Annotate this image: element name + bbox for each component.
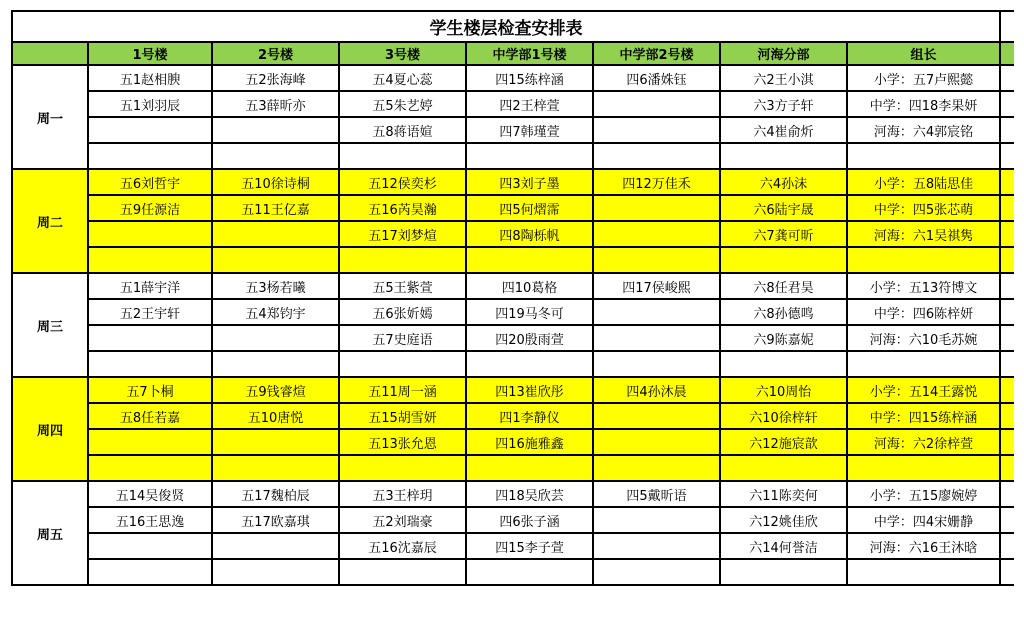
edge-cell[interactable] — [1000, 429, 1014, 455]
edge-cell[interactable] — [1000, 559, 1014, 585]
table-cell[interactable]: 五9任源洁 — [88, 195, 212, 221]
edge-cell[interactable] — [1000, 169, 1014, 195]
table-row — [12, 117, 1014, 143]
table-cell[interactable]: 五1刘羽辰 — [88, 91, 212, 117]
table-cell[interactable]: 四17侯峻熙 — [593, 273, 720, 299]
table-cell[interactable] — [88, 351, 212, 377]
table-cell[interactable]: 五16芮昊瀚 — [339, 195, 466, 221]
table-cell[interactable] — [88, 429, 212, 455]
table-cell[interactable] — [847, 351, 1000, 377]
table-cell[interactable] — [212, 559, 339, 585]
table-cell[interactable]: 四19马冬可 — [466, 299, 593, 325]
table-row — [12, 169, 1014, 195]
schedule-table — [11, 10, 1014, 586]
table-cell[interactable]: 五3王梓玥 — [339, 481, 466, 507]
table-cell[interactable] — [593, 143, 720, 169]
edge-cell[interactable] — [1000, 195, 1014, 221]
table-cell[interactable] — [212, 325, 339, 351]
table-cell[interactable]: 小学：五13符博文 — [847, 273, 1000, 299]
table-cell[interactable]: 五8蒋语媗 — [339, 117, 466, 143]
table-cell[interactable]: 五6张妡嫣 — [339, 299, 466, 325]
table-row — [12, 351, 1014, 377]
header-cell[interactable]: 组长 — [847, 42, 1000, 65]
table-cell[interactable] — [466, 143, 593, 169]
table-cell[interactable]: 四3刘子墨 — [466, 169, 593, 195]
table-cell[interactable]: 五11王亿嘉 — [212, 195, 339, 221]
table-cell[interactable]: 六4孙沫 — [720, 169, 847, 195]
table-cell[interactable] — [339, 247, 466, 273]
table-cell[interactable]: 五4夏心蕊 — [339, 65, 466, 91]
table-row — [12, 481, 1014, 507]
table-row — [12, 429, 1014, 455]
table-cell[interactable]: 四20殷雨萱 — [466, 325, 593, 351]
edge-cell[interactable] — [1000, 273, 1014, 299]
day-label[interactable]: 周一 — [12, 65, 88, 169]
table-cell[interactable] — [212, 117, 339, 143]
table-cell[interactable] — [339, 351, 466, 377]
table-cell[interactable] — [593, 507, 720, 533]
table-cell[interactable] — [212, 351, 339, 377]
table-row — [12, 507, 1014, 533]
table-cell[interactable]: 四6潘姝钰 — [593, 65, 720, 91]
edge-cell[interactable] — [1000, 143, 1014, 169]
header-cell[interactable]: 河海分部 — [720, 42, 847, 65]
day-label[interactable]: 周二 — [12, 169, 88, 273]
table-cell[interactable]: 小学：五7卢熙懿 — [847, 65, 1000, 91]
table-cell[interactable]: 五16王思逸 — [88, 507, 212, 533]
table-cell[interactable]: 五10唐悦 — [212, 403, 339, 429]
edge-cell[interactable] — [1000, 455, 1014, 481]
table-cell[interactable] — [212, 533, 339, 559]
table-cell[interactable] — [466, 559, 593, 585]
table-cell[interactable]: 五2刘瑞豪 — [339, 507, 466, 533]
header-cell-blank[interactable] — [12, 42, 88, 65]
sheet-title[interactable]: 学生楼层检查安排表 — [12, 11, 1000, 42]
table-cell[interactable]: 河海：六2徐梓萱 — [847, 429, 1000, 455]
edge-cell[interactable] — [1000, 247, 1014, 273]
table-cell[interactable] — [339, 559, 466, 585]
table-cell[interactable]: 河海：六16王沐晗 — [847, 533, 1000, 559]
header-row — [12, 42, 1014, 65]
table-cell[interactable]: 五17欧嘉琪 — [212, 507, 339, 533]
table-cell[interactable]: 中学：四18李果妍 — [847, 91, 1000, 117]
table-cell[interactable]: 四13崔欣彤 — [466, 377, 593, 403]
table-row — [12, 455, 1014, 481]
day-label[interactable]: 周四 — [12, 377, 88, 481]
table-cell[interactable]: 六9陈嘉妮 — [720, 325, 847, 351]
table-cell[interactable]: 河海：六10毛苏婉 — [847, 325, 1000, 351]
edge-cell[interactable] — [1000, 481, 1014, 507]
edge-cell[interactable] — [1000, 533, 1014, 559]
header-cell[interactable]: 中学部2号楼 — [593, 42, 720, 65]
table-cell[interactable]: 六2王小淇 — [720, 65, 847, 91]
table-cell[interactable] — [593, 351, 720, 377]
table-cell[interactable]: 五3杨若曦 — [212, 273, 339, 299]
table-row — [12, 143, 1014, 169]
table-cell[interactable]: 四16施雅鑫 — [466, 429, 593, 455]
table-cell[interactable]: 五2张海峰 — [212, 65, 339, 91]
table-cell[interactable]: 四1李静仪 — [466, 403, 593, 429]
table-cell[interactable]: 五4郑钧宇 — [212, 299, 339, 325]
table-cell[interactable]: 六8孙德鸣 — [720, 299, 847, 325]
table-cell[interactable]: 四15李子萱 — [466, 533, 593, 559]
table-cell[interactable]: 五6刘哲宇 — [88, 169, 212, 195]
table-row — [12, 377, 1014, 403]
table-cell[interactable] — [593, 455, 720, 481]
table-cell[interactable] — [720, 143, 847, 169]
table-cell[interactable] — [847, 455, 1000, 481]
table-cell[interactable]: 六12姚佳欣 — [720, 507, 847, 533]
table-cell[interactable] — [88, 221, 212, 247]
table-cell[interactable]: 六4崔俞炘 — [720, 117, 847, 143]
table-cell[interactable] — [593, 325, 720, 351]
table-cell[interactable]: 中学：四15练梓涵 — [847, 403, 1000, 429]
table-cell[interactable] — [847, 247, 1000, 273]
table-cell[interactable] — [88, 559, 212, 585]
title-row — [12, 11, 1014, 42]
table-cell[interactable]: 五15胡雪妍 — [339, 403, 466, 429]
table-cell[interactable]: 五16沈嘉辰 — [339, 533, 466, 559]
table-cell[interactable]: 五7史庭语 — [339, 325, 466, 351]
table-cell[interactable]: 六10周怡 — [720, 377, 847, 403]
header-cell[interactable]: 中学部1号楼 — [466, 42, 593, 65]
edge-cell[interactable] — [1000, 91, 1014, 117]
table-cell[interactable]: 六12施宸歆 — [720, 429, 847, 455]
table-cell[interactable] — [593, 195, 720, 221]
edge-cell[interactable] — [1000, 299, 1014, 325]
table-cell[interactable] — [88, 455, 212, 481]
table-cell[interactable] — [593, 533, 720, 559]
table-cell[interactable]: 六6陆宇晟 — [720, 195, 847, 221]
day-label[interactable]: 周三 — [12, 273, 88, 377]
table-cell[interactable]: 中学：四6陈梓妍 — [847, 299, 1000, 325]
table-cell[interactable] — [88, 325, 212, 351]
edge-cell[interactable] — [1000, 11, 1014, 42]
table-cell[interactable]: 五11周一涵 — [339, 377, 466, 403]
table-cell[interactable] — [88, 117, 212, 143]
table-cell[interactable]: 四12万佳禾 — [593, 169, 720, 195]
table-row — [12, 403, 1014, 429]
table-cell[interactable] — [466, 455, 593, 481]
table-row — [12, 533, 1014, 559]
table-cell[interactable] — [339, 455, 466, 481]
table-cell[interactable]: 五17刘梦煊 — [339, 221, 466, 247]
table-row — [12, 273, 1014, 299]
day-label[interactable]: 周五 — [12, 481, 88, 585]
table-row — [12, 91, 1014, 117]
table-cell[interactable]: 小学：五15廖婉婷 — [847, 481, 1000, 507]
table-cell[interactable]: 五1赵相腴 — [88, 65, 212, 91]
table-cell[interactable] — [466, 351, 593, 377]
table-cell[interactable]: 小学：五14王露悦 — [847, 377, 1000, 403]
table-cell[interactable] — [847, 143, 1000, 169]
header-cell[interactable]: 1号楼 — [88, 42, 212, 65]
table-cell[interactable] — [593, 559, 720, 585]
table-cell[interactable]: 河海：六4郭宸铭 — [847, 117, 1000, 143]
table-cell[interactable]: 四15练梓涵 — [466, 65, 593, 91]
edge-cell[interactable] — [1000, 42, 1014, 65]
table-cell[interactable] — [847, 559, 1000, 585]
table-cell[interactable]: 五5王紫萱 — [339, 273, 466, 299]
table-cell[interactable]: 五17魏柏辰 — [212, 481, 339, 507]
table-row — [12, 325, 1014, 351]
table-cell[interactable]: 五13张允恩 — [339, 429, 466, 455]
table-cell[interactable]: 小学：五8陆思佳 — [847, 169, 1000, 195]
table-cell[interactable]: 四7韩瑾萱 — [466, 117, 593, 143]
table-cell[interactable]: 五7卜桐 — [88, 377, 212, 403]
table-cell[interactable]: 六8任君昊 — [720, 273, 847, 299]
table-row — [12, 221, 1014, 247]
table-cell[interactable]: 五5朱艺婷 — [339, 91, 466, 117]
table-cell[interactable]: 中学：四5张芯萌 — [847, 195, 1000, 221]
table-cell[interactable]: 六10徐梓轩 — [720, 403, 847, 429]
table-row — [12, 65, 1014, 91]
table-cell[interactable]: 四6张子涵 — [466, 507, 593, 533]
table-cell[interactable]: 五2王宇轩 — [88, 299, 212, 325]
table-cell[interactable] — [720, 559, 847, 585]
table-cell[interactable]: 六14何誉洁 — [720, 533, 847, 559]
table-row — [12, 299, 1014, 325]
table-cell[interactable]: 中学：四4宋姗静 — [847, 507, 1000, 533]
edge-cell[interactable] — [1000, 325, 1014, 351]
header-cell[interactable]: 3号楼 — [339, 42, 466, 65]
table-cell[interactable] — [593, 429, 720, 455]
table-cell[interactable]: 四2王梓萱 — [466, 91, 593, 117]
table-cell[interactable]: 五10徐诗桐 — [212, 169, 339, 195]
table-cell[interactable]: 五3薛昕亦 — [212, 91, 339, 117]
table-cell[interactable] — [212, 455, 339, 481]
table-cell[interactable] — [720, 247, 847, 273]
table-cell[interactable] — [88, 143, 212, 169]
edge-cell[interactable] — [1000, 377, 1014, 403]
table-cell[interactable]: 四10葛格 — [466, 273, 593, 299]
table-row — [12, 247, 1014, 273]
table-cell[interactable]: 四4孙沐晨 — [593, 377, 720, 403]
table-cell[interactable]: 五14吴俊贤 — [88, 481, 212, 507]
table-row — [12, 195, 1014, 221]
table-cell[interactable]: 五12侯奕杉 — [339, 169, 466, 195]
edge-cell[interactable] — [1000, 117, 1014, 143]
table-cell[interactable] — [212, 429, 339, 455]
table-cell[interactable]: 河海：六1吴祺隽 — [847, 221, 1000, 247]
table-cell[interactable] — [593, 403, 720, 429]
table-cell[interactable] — [720, 455, 847, 481]
table-cell[interactable]: 六3方子轩 — [720, 91, 847, 117]
table-cell[interactable]: 四5何熠霈 — [466, 195, 593, 221]
table-cell[interactable] — [593, 299, 720, 325]
table-cell[interactable] — [88, 533, 212, 559]
table-cell[interactable] — [212, 247, 339, 273]
table-cell[interactable] — [593, 117, 720, 143]
table-cell[interactable] — [593, 91, 720, 117]
table-cell[interactable]: 六7龚可昕 — [720, 221, 847, 247]
table-cell[interactable]: 五8任若嘉 — [88, 403, 212, 429]
edge-cell[interactable] — [1000, 221, 1014, 247]
table-cell[interactable]: 五1薛宇洋 — [88, 273, 212, 299]
table-cell[interactable]: 四8陶栎帆 — [466, 221, 593, 247]
table-cell[interactable] — [339, 143, 466, 169]
table-cell[interactable]: 四5戴昕语 — [593, 481, 720, 507]
table-cell[interactable]: 六11陈奕何 — [720, 481, 847, 507]
table-row — [12, 559, 1014, 585]
table-cell[interactable]: 四18吴欣芸 — [466, 481, 593, 507]
table-cell[interactable] — [212, 143, 339, 169]
edge-cell[interactable] — [1000, 351, 1014, 377]
schedule-body — [12, 11, 1014, 585]
edge-cell[interactable] — [1000, 403, 1014, 429]
table-cell[interactable] — [720, 351, 847, 377]
edge-cell[interactable] — [1000, 507, 1014, 533]
table-cell[interactable]: 五9钱睿煊 — [212, 377, 339, 403]
table-cell[interactable] — [593, 247, 720, 273]
table-cell[interactable] — [88, 247, 212, 273]
table-cell[interactable] — [593, 221, 720, 247]
table-cell[interactable] — [466, 247, 593, 273]
header-cell[interactable]: 2号楼 — [212, 42, 339, 65]
table-cell[interactable] — [212, 221, 339, 247]
edge-cell[interactable] — [1000, 65, 1014, 91]
